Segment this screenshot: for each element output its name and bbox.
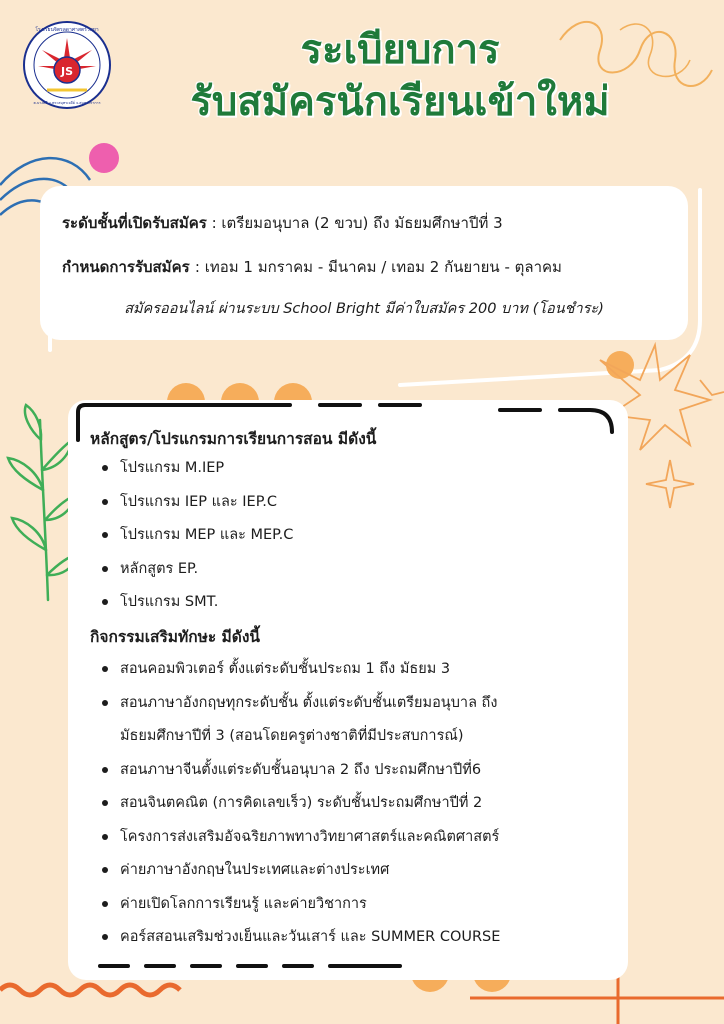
bullet-icon: [102, 767, 108, 773]
logo-emblem-text: JS: [60, 65, 74, 78]
level-label: ระดับชั้นที่เปิดรับสมัคร: [62, 214, 207, 232]
activity-label: ค่ายภาษาอังกฤษในประเทศและต่างประเทศ: [120, 862, 390, 878]
program-label: โปรแกรม SMT.: [120, 594, 219, 610]
logo-bottom-text: ต.บางพลี อ.พระสมุทรเจดีย์ จ.สมุทรปราการ: [33, 101, 101, 105]
bullet-icon: [102, 834, 108, 840]
activity-label: สอนคอมพิวเตอร์ ตั้งแต่ระดับชั้นประถม 1 ถึง มัธยม 3: [120, 661, 451, 677]
list-item: [96, 658, 616, 680]
admission-info-card: [40, 186, 688, 340]
list-item: [96, 759, 616, 781]
list-item: [96, 457, 616, 479]
bullet-icon: [102, 599, 108, 605]
list-item: [96, 692, 616, 748]
list-item: [96, 792, 616, 814]
pink-dot: [89, 143, 119, 173]
page-title-line-2: รับสมัครนักเรียนเข้าใหม่: [190, 79, 610, 125]
list-item: [96, 591, 616, 613]
list-item: [96, 491, 616, 513]
programs-list: [96, 457, 616, 625]
activities-list: [96, 658, 616, 960]
activity-label: คอร์สสอนเสริมช่วงเย็นและวันเสาร์ และ SUMMER COURSE: [120, 929, 501, 945]
bullet-icon: [102, 800, 108, 806]
program-label: หลักสูตร EP.: [120, 560, 199, 577]
program-label: โปรแกรม IEP และ IEP.C: [120, 493, 277, 510]
list-item: [96, 524, 616, 546]
bullet-icon: [102, 867, 108, 873]
level-value: : เตรียมอนุบาล (2 ขวบ) ถึง มัธยมศึกษาปีที่ 3: [206, 214, 503, 232]
list-item: [96, 893, 616, 915]
activity-label-continuation: มัธยมศึกษาปีที่ 3 (สอนโดยครูต่างชาติที่มีประสบการณ์): [120, 728, 464, 744]
activity-label: ค่ายเปิดโลกการเรียนรู้ และค่ายวิชาการ: [120, 895, 367, 912]
online-application-note: สมัครออนไลน์ ผ่านระบบ School Bright มีค่าใบสมัคร 200 บาท (โอนชำระ): [124, 301, 604, 317]
activity-label: สอนจินตคณิต (การคิดเลขเร็ว) ระดับชั้นประถมศึกษาปีที่ 2: [120, 795, 483, 811]
school-logo: [22, 20, 112, 110]
squiggle-bottom-left: [0, 985, 180, 995]
bullet-icon: [102, 465, 108, 471]
period-value: : เทอม 1 มกราคม - มีนาคม / เทอม 2 กันยายน - ตุลาคม: [194, 258, 562, 276]
program-label: โปรแกรม M.IEP: [120, 460, 225, 476]
activity-label: สอนภาษาอังกฤษทุกระดับชั้น ตั้งแต่ระดับชั้นเตรียมอนุบาล ถึง: [120, 694, 498, 711]
bullet-icon: [102, 532, 108, 538]
bullet-icon: [102, 499, 108, 505]
list-item: [96, 558, 616, 580]
list-item: [96, 926, 616, 948]
activity-label: สอนภาษาจีนตั้งแต่ระดับชั้นอนุบาล 2 ถึง ประถมศึกษาปีที่6: [120, 761, 482, 778]
list-item: [96, 826, 616, 848]
page-title-line-1: ระเบียบการ: [300, 27, 500, 73]
level-row: [40, 212, 682, 234]
activities-heading: กิจกรรมเสริมทักษะ มีดังนี้: [90, 628, 261, 646]
activity-label: โครงการส่งเสริมอัจฉริยภาพทางวิทยาศาสตร์และคณิตศาสตร์: [120, 828, 500, 845]
bullet-icon: [102, 901, 108, 907]
programs-heading: หลักสูตร/โปรแกรมการเรียนการสอน มีดังนี้: [90, 430, 377, 448]
list-item: [96, 859, 616, 881]
program-label: โปรแกรม MEP และ MEP.C: [120, 527, 294, 543]
bullet-icon: [102, 934, 108, 940]
blue-arc-1: [0, 158, 90, 185]
period-label: กำหนดการรับสมัคร: [62, 258, 195, 276]
bullet-icon: [102, 666, 108, 672]
bullet-icon: [102, 700, 108, 706]
logo-top-text: โรงเรียนจิตรลดาศาสตร์วิทยา: [35, 27, 99, 33]
bullet-icon: [102, 566, 108, 572]
period-row: [40, 256, 682, 278]
